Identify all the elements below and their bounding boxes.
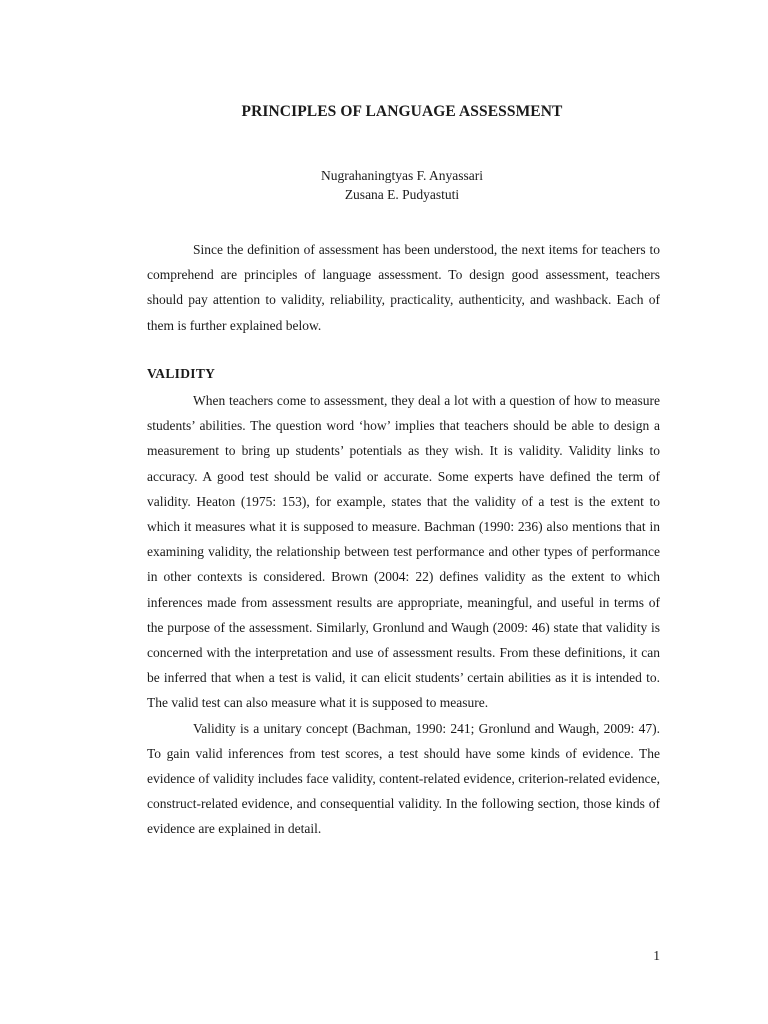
intro-paragraph: Since the definition of assessment has been understood, the next items for teachers to comprehend are principles of language assessment. To design good assessment, teachers should pay attention to validity, reliability, practicality, authenticity, and washback. Each of them is further explained below. [147, 242, 660, 333]
validity-section-body [147, 388, 660, 842]
body-paragraph: Validity is a unitary concept (Bachman, 1990: 241; Gronlund and Waugh, 2009: 47). To gain valid inferences from test scores, a test should have some kinds of evidence. The evidence of validity includes face validity, content-related evidence, criterion-related evidence, construct-related evidence, and consequential validity. In the following section, those kinds of evidence are explained in detail. [147, 720, 660, 837]
document-title: PRINCIPLES OF LANGUAGE ASSESSMENT [241, 103, 563, 120]
page-number: 1 [653, 948, 660, 963]
section-heading-validity: VALIDITY [147, 366, 216, 381]
author-name: Zusana E. Pudyastuti [344, 187, 460, 202]
intro-section [147, 237, 660, 338]
author-name: Nugrahaningtyas F. Anyassari [320, 168, 484, 183]
author-list [0, 166, 768, 204]
body-paragraph: When teachers come to assessment, they deal a lot with a question of how to measure students’ abilities. The question word ‘how’ implies that teachers should be able to design a measurement to bring up students’ potentials as they wish. It is validity. Validity links to accuracy. A good test should be valid or accurate. Some experts have defined the term of validity. Heaton (1975: 153), for example, states that the validity of a test is the extent to which it measures what it is supposed to measure. Bachman (1990: 236) also mentions that in examining validity, the relationship between test performance and other types of performance in other contexts is considered. Brown (2004: 22) defines validity as the extent to which inferences made from assessment results are appropriate, meaningful, and useful in terms of the purpose of the assessment. Similarly, Gronlund and Waugh (2009: 46) state that validity is concerned with the interpretation and use of assessment results. From these definitions, it can be inferred that when a test is valid, it can elicit students’ certain abilities as it is intended to. The valid test can also measure what it is supposed to measure. [147, 393, 660, 711]
